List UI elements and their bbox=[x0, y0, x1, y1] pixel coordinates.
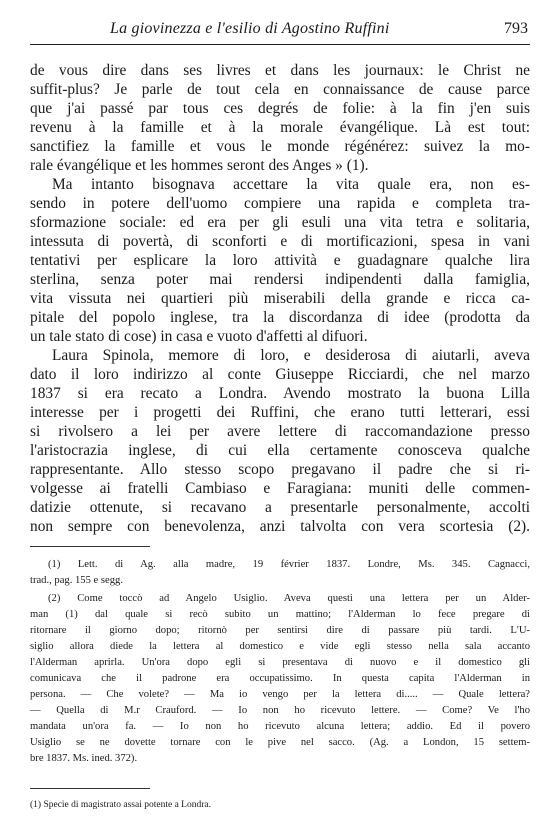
running-title: La giovinezza e l'esilio di Agostino Ruffini bbox=[110, 20, 390, 37]
footnote-line: ritornare il giorno dopo; ritornò per sentirsi dire di passare più tardi. L'U- bbox=[30, 625, 530, 636]
text-line: non sempre con benevolenza, anzi talvolta con vera scortesia (2). bbox=[30, 518, 530, 535]
text-line: l'aristocrazia inglese, di cui ella certamente conosceva qualche bbox=[30, 442, 530, 459]
footnote-line: mandata un'ora fa. — Io non ho ricevuto alcuna lettera; addio. Ed il povero bbox=[30, 721, 530, 732]
footnote-divider bbox=[30, 546, 150, 547]
text-line: volgesse ai fratelli Cambiaso e Faragiana: muniti delle commen- bbox=[30, 480, 530, 497]
sub-footnote: (1) Specie di magistrato assai potente a Londra. bbox=[30, 800, 211, 810]
page-number: 793 bbox=[504, 20, 528, 37]
text-line: revenu à la famille et à la morale évangélique. Là est tout: bbox=[30, 119, 530, 136]
text-line: tentativi per esplicare la loro attività e guadagnare qualche lira bbox=[30, 252, 530, 269]
footnote-line: (1) Lett. di Ag. alla madre, 19 février 1837. Londre, Ms. 345. Cagnacci, bbox=[48, 559, 530, 570]
text-line: 1837 si era recato a Londra. Avendo mostrato la buona Lilla bbox=[30, 385, 530, 402]
footnote-line: trad., pag. 155 e segg. bbox=[30, 575, 123, 586]
text-line: sendo in potere dell'uomo compiere una rapida e completa tra- bbox=[30, 195, 530, 212]
footnote-line: man (1) dal quale si recò subito un mattino; l'Alderman lo fece pregare di bbox=[30, 609, 530, 620]
text-line: sterlina, senza poter mai rendersi indipendenti dalla famiglia, bbox=[30, 271, 530, 288]
footnote-line: persona. — Che volete? — Ma io vengo per la lettera di..... — Quale lettera? bbox=[30, 689, 530, 700]
text-line: suffit-plus? Je parle de tout cela en connaissance de cause parce bbox=[30, 81, 530, 98]
footnote-line: bre 1837. Ms. ined. 372). bbox=[30, 753, 138, 764]
page-header bbox=[30, 14, 530, 45]
footnote-line: siglio allora diede la lettera al domestico e vide egli stesso nella sala accanto bbox=[30, 641, 530, 652]
footnote-line: Usiglio se ne dovette tornare con le pive nel sacco. (Ag. a London, 15 settem- bbox=[30, 737, 530, 748]
footnote-line: — Quella di M.r Crauford. — Io non ho ricevuto lettere. — Come? Ve l'ho bbox=[30, 705, 530, 716]
text-line: Ma intanto bisognava accettare la vita quale era, non es- bbox=[52, 176, 530, 193]
text-line: interesse per i progetti dei Ruffini, che erano tutti letterari, essi bbox=[30, 404, 530, 421]
text-line: si rivolsero a lei per avere lettere di raccomandazione presso bbox=[30, 423, 530, 440]
footnote-line: comunicava che il padrone era occupatissimo. In questa capita l'Alderman in bbox=[30, 673, 530, 684]
text-line: sformazione sociale: ed era per gli esuli una vita tetra e solitaria, bbox=[30, 214, 530, 231]
text-line: rale évangélique et les hommes seront des Anges » (1). bbox=[30, 157, 369, 174]
text-line: datizie ottenute, si recavano a presentarle personalmente, accolti bbox=[30, 499, 530, 516]
text-line: rappresentante. Allo stesso scopo pregavano il padre che si ri- bbox=[30, 461, 530, 478]
text-line: dato il loro indirizzo al conte Giuseppe Ricciardi, che nel marzo bbox=[30, 366, 530, 383]
text-line: Laura Spinola, memore di loro, e desiderosa di aiutarli, aveva bbox=[52, 347, 530, 364]
text-line: intessuta di povertà, di sconforti e di mortificazioni, spesa in vani bbox=[30, 233, 530, 250]
text-line: un tale stato di cose) in casa e vuoto d'affetti al difuori. bbox=[30, 328, 368, 345]
text-line: vita vissuta nei quartieri più miserabili della grande e ricca ca- bbox=[30, 290, 530, 307]
footnote-line: (2) Come toccò ad Angelo Usiglio. Aveva questi una lettera per un Alder- bbox=[48, 593, 530, 604]
text-line: pitale del popolo inglese, tra la discordanza di idee (prodotta da bbox=[30, 309, 530, 326]
footnote-line: l'Alderman aprirla. Un'ora dopo egli si presentava di nuovo e il domestico gli bbox=[30, 657, 530, 668]
text-line: que j'ai passé par tous ces degrés de folie: à la fin j'en suis bbox=[30, 100, 530, 117]
text-line: sanctifiez la famille et vous le monde régénérez: suivez la mo- bbox=[30, 138, 530, 155]
text-line: de vous dire dans ses livres et dans les journaux: le Christ ne bbox=[30, 62, 530, 79]
sub-footnote-divider bbox=[30, 788, 150, 789]
